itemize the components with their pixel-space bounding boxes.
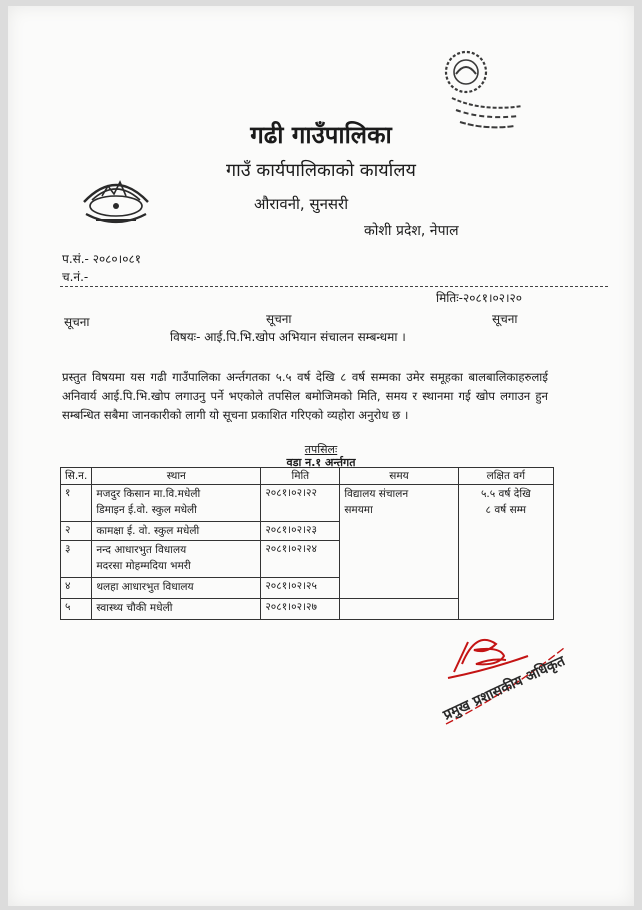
province-name: कोशी प्रदेश, नेपाल bbox=[364, 223, 459, 239]
row-place: कामक्षा ई. वो. स्कुल मधेली bbox=[92, 522, 261, 541]
notice-date: मितिः-२०८१।०२।२० bbox=[436, 291, 523, 305]
table-row bbox=[61, 485, 554, 522]
schedule-subtitle: वडा न.१ अर्न्तगत bbox=[286, 456, 356, 469]
row-sn: ३ bbox=[61, 541, 92, 578]
office-name: गाउँ कार्यपालिकाको कार्यालय bbox=[226, 160, 416, 181]
header-date: मिति bbox=[261, 468, 340, 485]
row-sn: ४ bbox=[61, 578, 92, 599]
row-date: २०८१।०२।२४ bbox=[261, 541, 340, 578]
row-sn: ५ bbox=[61, 599, 92, 620]
row-date: २०८१।०२।२३ bbox=[261, 522, 340, 541]
header-divider bbox=[60, 286, 608, 287]
target-group-cell: ५.५ वर्ष देखि ८ वर्ष सम्म bbox=[458, 485, 553, 620]
time-cell-empty bbox=[340, 599, 458, 620]
row-date: २०८१।०२।२२ bbox=[261, 485, 340, 522]
schedule-title: तपसिलः bbox=[304, 443, 338, 456]
notice-subject: विषयः- आई.पि.भि.खोप अभियान संचालन सम्बन्धमा । bbox=[170, 330, 406, 344]
row-date: २०८१।०२।२५ bbox=[261, 578, 340, 599]
row-place: नन्द आधारभुत विधालय मदरसा मोहम्मदिया भमरी bbox=[92, 541, 261, 578]
organization-name: गढी गाउँपालिका bbox=[250, 121, 392, 149]
row-place: स्वास्थ्य चौकी मधेली bbox=[92, 599, 261, 620]
notice-label-center: सूचना bbox=[266, 312, 292, 326]
table-header-row bbox=[61, 468, 554, 485]
row-sn: १ bbox=[61, 485, 92, 522]
dispatch-number: च.नं.- bbox=[62, 270, 89, 284]
signature-stamp-icon bbox=[428, 618, 618, 728]
vaccination-schedule-table bbox=[60, 467, 554, 620]
time-cell: विद्यालय संचालन समयमा bbox=[340, 485, 458, 599]
office-address: औरावनी, सुनसरी bbox=[254, 195, 349, 213]
header-place: स्थान bbox=[92, 468, 261, 485]
header-target: लक्षित वर्ग bbox=[458, 468, 553, 485]
row-place: थलहा आधारभुत विधालय bbox=[92, 578, 261, 599]
signatory-title: प्रमुख प्रशासकीय अधिकृत bbox=[440, 653, 568, 724]
row-place: मजदुर किसान मा.वि.मधेली डिमाइन ई.वो. स्कुल मधेली bbox=[92, 485, 261, 522]
header-sn: सि.न. bbox=[61, 468, 92, 485]
row-date: २०८१।०२।२७ bbox=[261, 599, 340, 620]
header-time: समय bbox=[340, 468, 458, 485]
notice-label-right: सूचना bbox=[492, 312, 518, 326]
notice-body: प्रस्तुत विषयमा यस गढी गाउँपालिका अर्न्तगतका ५.५ वर्ष देखि ८ वर्ष सम्मका उमेर समूहका बालबालिकाहरुलाई अनिवार्य आई.पि.भि.खोप लगाउनु पर्ने भएकोले तपसिल बमोजिमको मिति, समय र स्थानमा गई खोप लगाउन हुन सम्बन्धित सबैमा जानकारीको लागी यो सूचना प्रकाशित गरिएको व्यहोरा अनुरोध छ । bbox=[62, 370, 548, 422]
document-page bbox=[8, 6, 634, 906]
notice-label-left: सूचना bbox=[64, 315, 90, 329]
reference-number: प.सं.- २०८०।०८१ bbox=[62, 252, 141, 266]
row-sn: २ bbox=[61, 522, 92, 541]
